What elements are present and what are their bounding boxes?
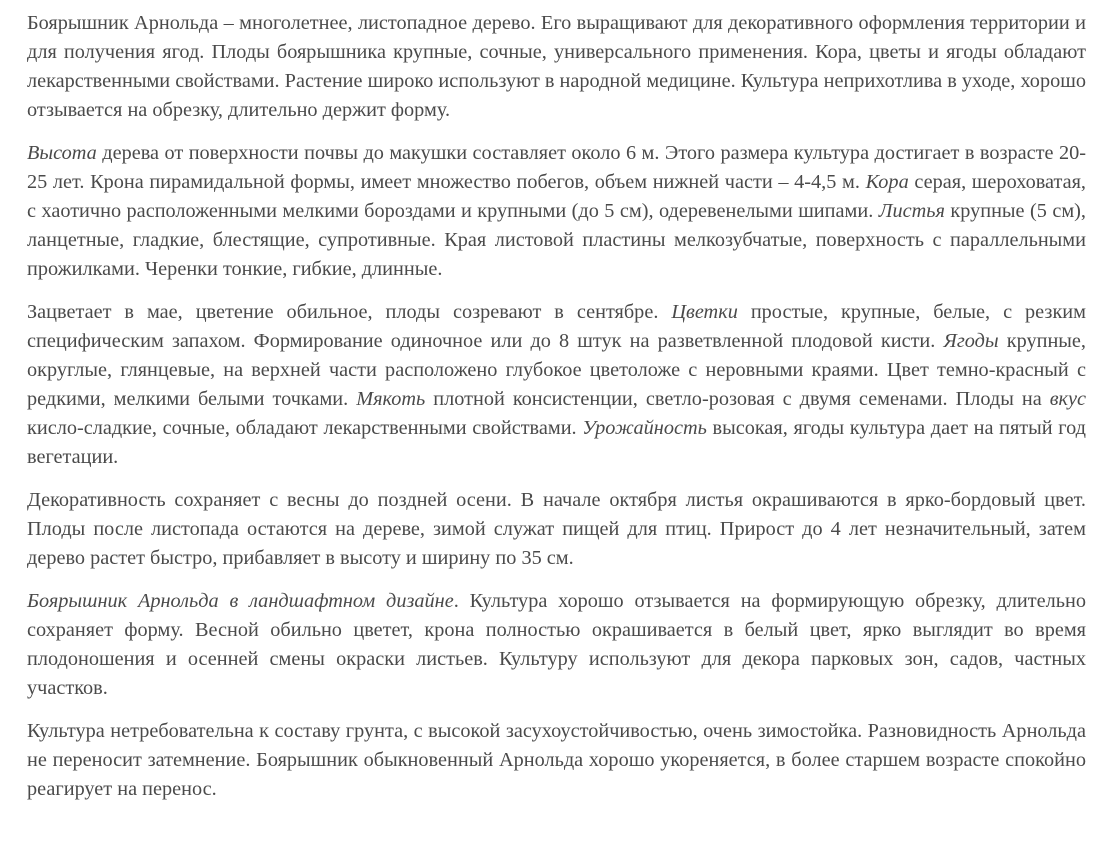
term-yield: Урожайность xyxy=(582,417,707,439)
paragraph-text: простые, крупные, белые, с резким специфическим запахом. Формирование одиночное или до 8 штук на разветвленной плодовой кисти. xyxy=(27,301,1086,352)
paragraph-text: кисло-сладкие, сочные, обладают лекарственными свойствами. xyxy=(27,417,583,439)
paragraph-text: высокая, ягоды культура дает на пятый год вегетации. xyxy=(27,417,1086,468)
term-berries: Ягоды xyxy=(943,330,999,352)
paragraph-landscape xyxy=(27,587,1086,703)
term-landscape-design: Боярышник Арнольда в ландшафтном дизайне xyxy=(27,590,454,612)
paragraph-text: Боярышник Арнольда – многолетнее, листопадное дерево. Его выращивают для декоративного оформления территории и для получения ягод. Плоды боярышника крупные, сочные, универсального применения. Кора, цветы и ягоды обладают лекарственными свойствами. Растение широко используют в народной медицине. Культура неприхотлива в уходе, хорошо отзывается на обрезку, длительно держит форму. xyxy=(27,12,1086,121)
paragraph-text: дерева от поверхности почвы до макушки составляет около 6 м. Этого размера культура достигает в возрасте 20-25 лет. Крона пирамидальной формы, имеет множество побегов, объем нижней части – 4-4,5 м. xyxy=(27,142,1086,193)
paragraph-text: Зацветает в мае, цветение обильное, плоды созревают в сентябре. xyxy=(27,301,672,323)
paragraph-text: серая, шероховатая, с хаотично расположенными мелкими бороздами и крупными (до 5 см), одеревенелыми шипами. xyxy=(27,171,1087,222)
paragraph-text: Декоративность сохраняет с весны до поздней осени. В начале октября листья окрашиваются в ярко-бордовый цвет. Плоды после листопада остаются на дереве, зимой служат пищей для птиц. Прирост до 4 лет незначительный, затем дерево растет быстро, прибавляет в высоту и ширину по 35 см. xyxy=(27,489,1086,569)
paragraph-decorative xyxy=(27,486,1086,573)
paragraph-text: Культура нетребовательна к составу грунта, с высокой засухоустойчивостью, очень зимостойка. Разновидность Арнольда не переносит затемнение. Боярышник обыкновенный Арнольда хорошо укореняется, в более старшем возрасте спокойно реагирует на перенос. xyxy=(27,720,1086,800)
term-height: Высота xyxy=(27,142,97,164)
paragraph-flowering xyxy=(27,298,1086,472)
term-pulp: Мякоть xyxy=(356,388,426,410)
term-bark: Кора xyxy=(865,171,909,193)
term-flowers: Цветки xyxy=(671,301,738,323)
paragraph-text: крупные, округлые, глянцевые, на верхней части расположено глубокое цветоложе с неровными краями. Цвет темно-красный с редкими, мелкими белыми точками. xyxy=(27,330,1086,410)
paragraph-text: плотной консистенции, светло-розовая с двумя семенами. Плоды на xyxy=(425,388,1050,410)
paragraph-description xyxy=(27,139,1086,284)
paragraph-text: крупные (5 см), ланцетные, гладкие, блестящие, супротивные. Края листовой пластины мелкозубчатые, поверхность с параллельными прожилками. Черенки тонкие, гибкие, длинные. xyxy=(27,200,1086,280)
paragraph-soil xyxy=(27,717,1086,804)
paragraph-text: . Культура хорошо отзывается на формирующую обрезку, длительно сохраняет форму. Весной обильно цветет, крона полностью окрашивается в белый цвет, ярко выглядит во время плодоношения и осенней смены окраски листьев. Культуру используют для декора парковых зон, садов, частных участков. xyxy=(27,590,1087,699)
term-leaves: Листья xyxy=(878,200,945,222)
paragraph-intro xyxy=(27,9,1086,125)
term-taste: вкус xyxy=(1049,388,1086,410)
